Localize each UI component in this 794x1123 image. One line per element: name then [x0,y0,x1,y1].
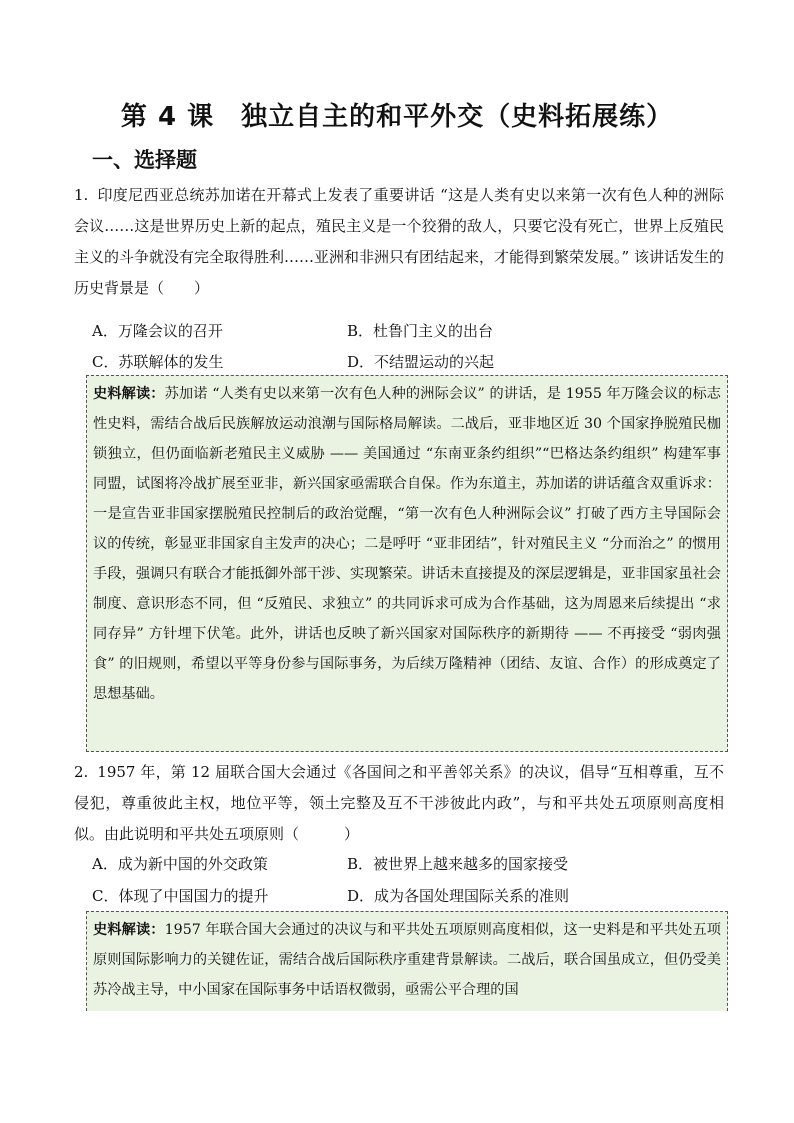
question-number: 1. [74,186,89,204]
option-a: A．万隆会议的召开 [92,322,223,340]
analysis-box-2 [86,911,728,1011]
lesson-title: 第 4 课 独立自主的和平外交（史料拓展练） [120,102,674,132]
option-b: B．杜鲁门主义的出台 [347,322,494,340]
analysis-label: 史料解读： [93,386,165,402]
analysis-text: 1957 年联合国大会通过的决议与和平共处五项原则高度相似，这一史料是和平共处五项原则国际影响力的关键佐证，需结合战后国际秩序重建背景解读。二战后，联合国虽成立，但仍受美苏冷战主导，中小国家在国际事务中话语权微弱，亟需公平合理的国 [93,922,721,998]
question-1 [74,180,724,304]
option-d: D．不结盟运动的兴起 [347,353,495,371]
section-heading: 一、选择题 [92,148,197,172]
question-stem: 1957 年，第 12 届联合国大会通过《各国间之和平善邻关系》的决议，倡导“互相尊重，互不侵犯，尊重彼此主权，地位平等，领土完整及互不干涉彼此内政”，与和平共处五项原则高度相似。由此说明和平共处五项原则（ ） [74,763,724,843]
question-2 [74,757,724,850]
analysis-box-1 [86,375,728,752]
analysis-label: 史料解读： [93,922,165,938]
option-b: B．被世界上越来越多的国家接受 [347,855,569,873]
option-d: D．成为各国处理国际关系的准则 [347,887,570,905]
option-c: C．体现了中国国力的提升 [92,887,269,905]
option-c: C．苏联解体的发生 [92,353,224,371]
analysis-text: 苏加诺 “人类有史以来第一次有色人种的洲际会议” 的讲话，是 1955 年万隆会议的标志性史料，需结合战后民族解放运动浪潮与国际格局解读。二战后，亚非地区近 30 个国家挣脱殖民枷锁独立，但仍面临新老殖民主义威胁 —— 美国通过 “东南亚条约组织”“巴格达条约组织” 构建军事同盟，试图将冷战扩展至亚非，新兴国家亟需联合自保。作为东道主，苏加诺的讲话蕴含双重诉求：一是宣告亚非国家摆脱殖民控制后的政治觉醒，“第一次有色人种洲际会议” 打破了西方主导国际会议的传统，彰显亚非国家自主发声的决心；二是呼吁 “亚非团结”，针对殖民主义 “分而治之” 的惯用手段，强调只有联合才能抵御外部干涉、实现繁荣。讲话未直接提及的深层逻辑是，亚非国家虽社会制度、意识形态不同，但 “反殖民、求独立” 的共同诉求可成为合作基础，这为周恩来后续提出 “求同存异” 方针埋下伏笔。此外，讲话也反映了新兴国家对国际秩序的新期待 —— 不再接受 “弱肉强食” 的旧规则，希望以平等身份参与国际事务，为后续万隆精神（团结、友谊、合作）的形成奠定了思想基础。 [93,386,721,702]
option-a: A．成为新中国的外交政策 [92,855,268,873]
question-stem: 印度尼西亚总统苏加诺在开幕式上发表了重要讲话 “这是人类有史以来第一次有色人种的洲际会议……这是世界历史上新的起点，殖民主义是一个狡猾的敌人，只要它没有死亡，世界上反殖民主义的斗争就没有完全取得胜利……亚洲和非洲只有团结起来，才能得到繁荣发展。” 该讲话发生的历史背景是（ ） [74,186,724,297]
question-number: 2. [74,763,89,781]
